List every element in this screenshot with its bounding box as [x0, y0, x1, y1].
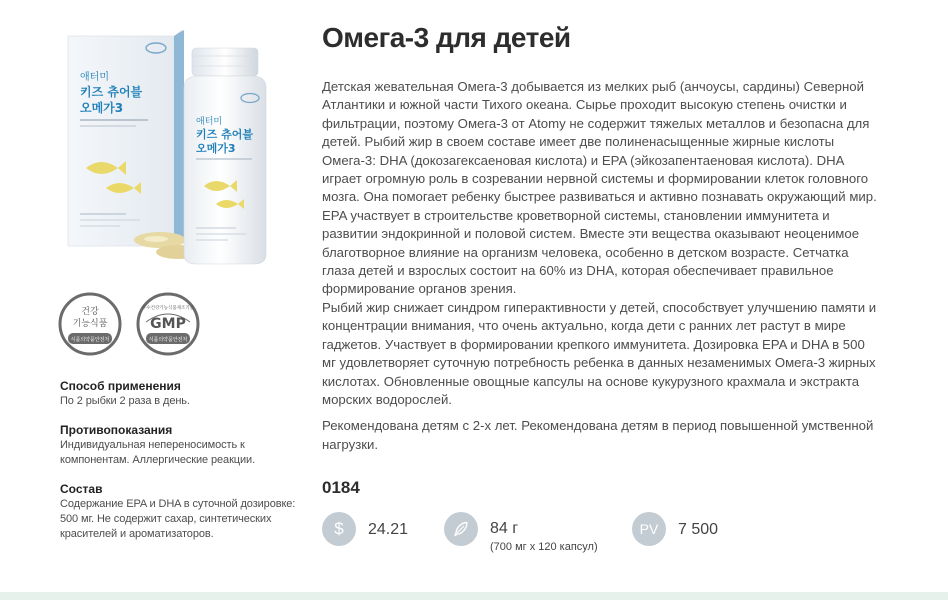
composition-title: Состав — [60, 482, 103, 496]
product-description — [322, 78, 882, 454]
bottle-name-line1: 키즈 츄어블 — [196, 128, 253, 141]
product-image — [56, 28, 276, 273]
bottom-bar — [0, 592, 948, 600]
usage-text: По 2 рыбки 2 раза в день. — [60, 395, 190, 407]
description-paragraph-2: Рыбий жир снижает синдром гиперактивности у детей, способствует улучшению памяти и концентрации внимания, что очень актуально, когда дети с ранних лет растут в мире гаджетов. Участвует в формировании крепкого иммунитета. Дозировка EPA и DHA в 500 мг удовлетворяет суточную потребность ребенка в данных незаменимых Омега-3 жирных кислотах. Обновленные овощные капсулы на основе кукурузного крахмала и экстракта морских водорослей. — [322, 299, 877, 407]
pv-value: 7 500 — [678, 521, 719, 538]
description-paragraph-1: Детская жевательная Омега-3 добывается из мелких рыб (анчоусы, сардины) Северной Атлантики и южной части Тихого океана. Сырье проходит высокую степень очистки и фильтрации, поэтому Омега-3 от Atomy не содержит тяжелых металлов и безопасна для детей. Рыбий жир в своем составе имеет две полиненасыщенные жирные кислоты Омега-3: DHA (докозагексаеновая кислота) и EPA (эйкозапентаеновая кислота). DHA играет огромную роль в созревании нервной системы и формировании клеток головного мозга. Она помогает ребенку быстрее развиваться и активно познавать окружающий мир. EPA участвует в строительстве кроветворной системы, становлении иммунитета и развитии эндокринной и половой систем. Вместе эти вещества оказывают неоценимое благотворное влияние на организм человека, особенно в детском возрасте. Сетчатка глаза детей и взрослых состоит на 60% из DHA, которая обеспечивает правильное формирование органов зрения. — [322, 79, 877, 297]
price-value: 24.21 — [368, 521, 409, 538]
bottle-name-line2: 오메가3 — [196, 142, 236, 155]
weight-detail: (700 мг x 120 капсул) — [490, 541, 598, 553]
product-details — [60, 379, 300, 556]
composition-section — [60, 482, 300, 542]
health-badge-line1: 건강 — [81, 307, 99, 317]
pv-stat — [632, 512, 718, 548]
contraindications-section — [60, 423, 300, 468]
gmp-badge — [138, 294, 198, 354]
product-box — [68, 30, 184, 246]
pv-icon: PV — [632, 512, 666, 546]
gmp-badge-sub: 식품의약품안전처 — [148, 337, 188, 343]
price-stat — [322, 512, 408, 548]
gmp-mark: GMP — [150, 316, 186, 332]
product-code: 0184 — [322, 478, 360, 497]
box-name-line2: 오메가3 — [80, 101, 124, 115]
health-badge-line2: 기능식품 — [72, 319, 108, 329]
product-stats — [322, 512, 922, 562]
usage-section — [60, 379, 300, 409]
bottle-brand: 애터미 — [196, 117, 223, 127]
contraindications-title: Противопоказания — [60, 423, 173, 437]
certification-badges — [58, 292, 238, 356]
usage-title: Способ применения — [60, 379, 181, 393]
contraindications-text: Индивидуальная непереносимость к компонентам. Аллергические реакции. — [60, 439, 256, 466]
product-bottle — [184, 48, 266, 264]
health-food-badge — [60, 294, 120, 354]
recommendation-text: Рекомендована детям с 2-х лет. Рекомендована детям в период повышенной умственной нагрузки. — [322, 418, 874, 452]
gmp-badge-top: 우수건강기능식품제조기준 — [141, 306, 195, 311]
weight-info — [490, 512, 598, 554]
weight-stat — [444, 512, 598, 554]
dollar-icon: $ — [322, 512, 356, 546]
product-illustration — [56, 28, 276, 273]
box-name-line1: 키즈 츄어블 — [80, 85, 143, 99]
health-badge-sub: 식품의약품안전처 — [70, 337, 110, 343]
box-brand: 애터미 — [80, 72, 109, 83]
product-title: Омега-3 для детей — [322, 22, 571, 53]
feather-icon — [444, 512, 478, 546]
weight-value: 84 г — [490, 520, 519, 537]
composition-text: Содержание EPA и DHA в суточной дозировке: 500 мг. Не содержит сахар, синтетических красителей и ароматизаторов. — [60, 498, 296, 540]
